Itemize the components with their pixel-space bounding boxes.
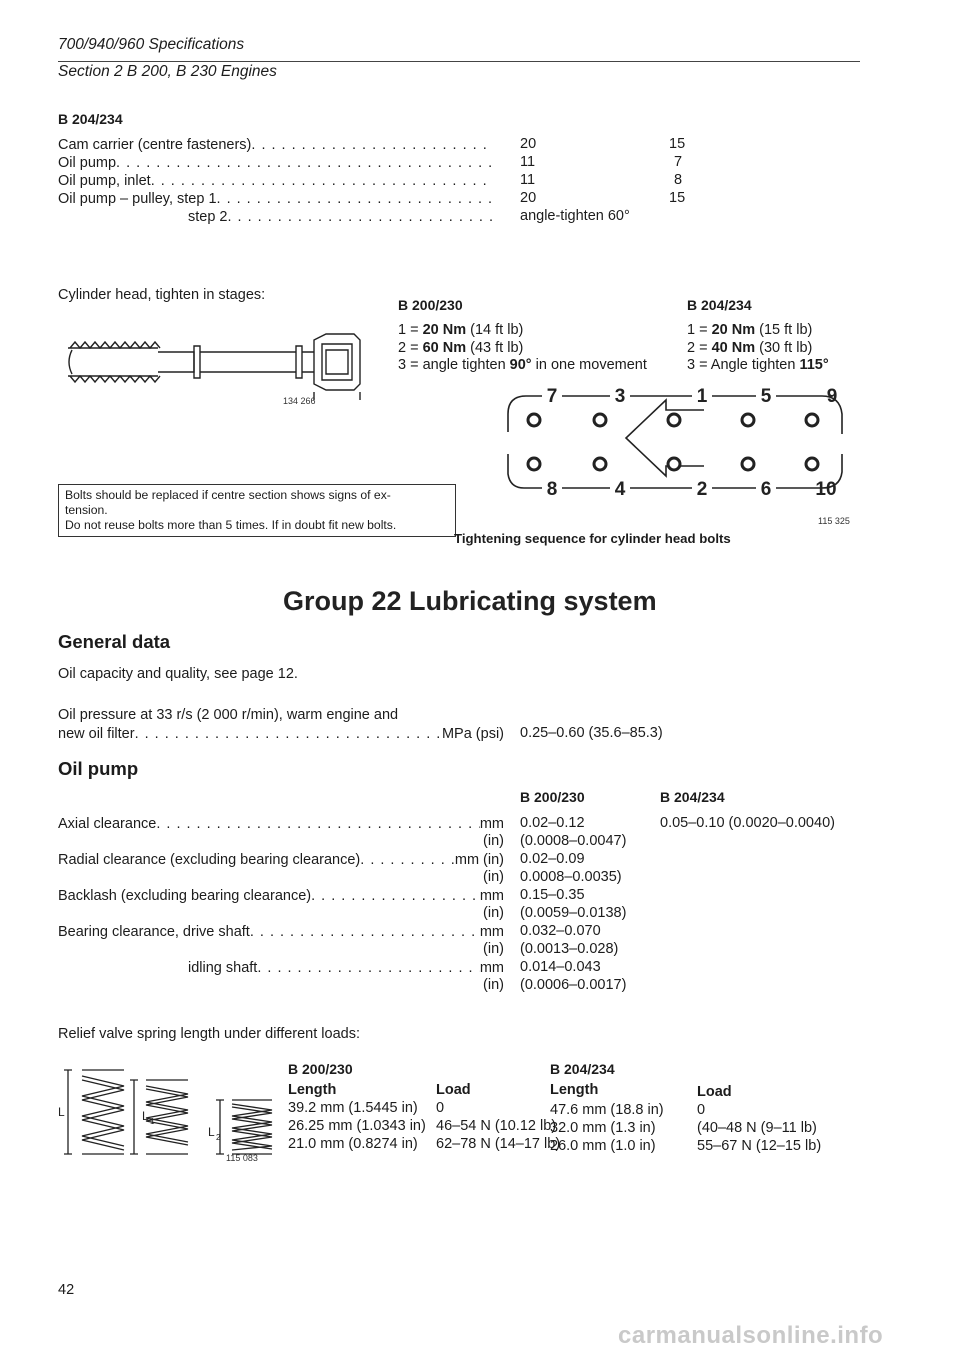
spec-unit: (in) xyxy=(483,869,504,885)
bolt-position xyxy=(742,458,754,470)
relief-b204-load: 55–67 N (12–15 lb) xyxy=(697,1138,822,1154)
oil-capacity-text: Oil capacity and quality, see page 12. xyxy=(58,666,298,682)
spec-value: 0.032–0.070 xyxy=(520,923,601,939)
bolt-position xyxy=(806,414,818,426)
torque-value-ftlb: 15 xyxy=(669,190,686,206)
relief-b204-length: 32.0 mm (1.3 in) xyxy=(550,1120,656,1136)
spring-label-l: L xyxy=(58,1105,65,1119)
spec-value-b204: 0.05–0.10 (0.0020–0.0040) xyxy=(660,815,835,831)
b200-stage-2: 2 = 60 Nm (43 ft lb) xyxy=(398,340,524,356)
spring-label-l2-sub: 2 xyxy=(216,1133,221,1142)
spec-value: (0.0059–0.0138) xyxy=(520,905,627,921)
spec-value: (0.0013–0.028) xyxy=(520,941,619,957)
seq-number: 4 xyxy=(614,479,626,500)
general-data-heading: General data xyxy=(58,631,171,652)
seq-number: 9 xyxy=(826,386,838,407)
relief-b204-heading: B 204/234 xyxy=(550,1061,615,1077)
torque-value-nm: 20 xyxy=(520,136,537,152)
spring-label-l1-sub: 1 xyxy=(150,1117,155,1126)
seq-number: 7 xyxy=(546,386,558,407)
seq-number: 10 xyxy=(815,479,837,500)
bolt-position xyxy=(668,414,680,426)
seq-number: 2 xyxy=(696,479,708,500)
torque-heading: B 204/234 xyxy=(58,111,123,127)
b200-stage-heading: B 200/230 xyxy=(398,297,463,313)
spec-value: 0.0008–0.0035) xyxy=(520,869,622,885)
b204-stage-3: 3 = Angle tighten 115° xyxy=(687,357,829,373)
running-header-title: 700/940/960 Specifications xyxy=(58,36,245,53)
relief-b200-load-header: Load xyxy=(436,1082,471,1098)
sequence-figure-ref: 115 325 xyxy=(818,516,850,526)
relief-b200-length-header: Length xyxy=(288,1082,337,1098)
relief-b204-length: 26.0 mm (1.0 in) xyxy=(550,1138,656,1154)
seq-number: 3 xyxy=(614,386,626,407)
relief-b204-length: 47.6 mm (18.8 in) xyxy=(550,1102,664,1118)
relief-b200-length: 39.2 mm (1.5445 in) xyxy=(288,1100,418,1116)
torque-value-nm: 11 xyxy=(520,154,536,170)
relief-spring-illustration xyxy=(58,1064,280,1160)
spec-unit: (in) xyxy=(483,905,504,921)
bolt-position xyxy=(668,458,680,470)
torque-value-ftlb: 15 xyxy=(669,136,686,152)
group-title: Group 22 Lubricating system xyxy=(283,586,657,616)
spring-label-l2: L xyxy=(208,1125,215,1139)
seq-number: 6 xyxy=(760,479,772,500)
spec-value: 0.02–0.12 xyxy=(520,815,585,831)
tightening-sequence-diagram xyxy=(506,382,856,502)
running-header-section: Section 2 B 200, B 230 Engines xyxy=(58,63,277,80)
spec-row: Bearing clearance, drive shaft . . . mm xyxy=(58,923,504,941)
oil-pump-col-b200: B 200/230 xyxy=(520,789,585,805)
oil-pressure-row: new oil filter . . . MPa (psi) xyxy=(58,725,504,743)
seq-number: 5 xyxy=(760,386,772,407)
b200-stage-1: 1 = 20 Nm (14 ft lb) xyxy=(398,322,524,338)
relief-b200-length: 21.0 mm (0.8274 in) xyxy=(288,1136,418,1152)
b204-stage-1: 1 = 20 Nm (15 ft lb) xyxy=(687,322,813,338)
torque-row: step 2 . . . xyxy=(188,208,492,226)
header-rule xyxy=(58,61,860,62)
spec-row: idling shaft . . . mm xyxy=(188,959,504,977)
torque-value-nm: 11 xyxy=(520,172,536,188)
relief-b200-load: 0 xyxy=(436,1100,445,1116)
note-line: Bolts should be replaced if centre section shows signs of ex- xyxy=(65,488,391,502)
oil-pump-heading: Oil pump xyxy=(58,758,139,779)
b204-stage-2: 2 = 40 Nm (30 ft lb) xyxy=(687,340,813,356)
torque-row: Oil pump . . . xyxy=(58,154,492,172)
relief-figure-ref: 115 083 xyxy=(226,1153,258,1163)
torque-value-nm: 20 xyxy=(520,190,537,206)
torque-value-ftlb: 8 xyxy=(674,172,683,188)
spec-value: 0.15–0.35 xyxy=(520,887,585,903)
note-line: tension. xyxy=(65,503,108,517)
relief-b200-load: 46–54 N (10.12 lb) xyxy=(436,1118,557,1134)
relief-b200-heading: B 200/230 xyxy=(288,1061,353,1077)
spec-row: Radial clearance (excluding bearing clearance) . . . mm (in) xyxy=(58,851,504,869)
note-line: Do not reuse bolts more than 5 times. If in doubt fit new bolts. xyxy=(65,518,397,532)
b200-stage-3: 3 = angle tighten 90° in one movement xyxy=(398,357,647,373)
relief-b204-load: 0 xyxy=(697,1102,706,1118)
cylinder-head-intro: Cylinder head, tighten in stages: xyxy=(58,287,266,303)
spec-value: (0.0006–0.0017) xyxy=(520,977,627,993)
relief-b200-length: 26.25 mm (1.0343 in) xyxy=(288,1118,426,1134)
torque-row: Oil pump, inlet . . . xyxy=(58,172,492,190)
bolt-position xyxy=(528,458,540,470)
relief-b204-length-header: Length xyxy=(550,1082,599,1098)
spec-row: Backlash (excluding bearing clearance) . . . mm xyxy=(58,887,504,905)
torque-value-nm: angle-tighten 60° xyxy=(520,208,630,224)
watermark: carmanualsonline.info xyxy=(618,1322,884,1349)
bolt-position xyxy=(806,458,818,470)
bolt-figure-ref: 134 266 xyxy=(283,396,316,406)
spec-value: 0.014–0.043 xyxy=(520,959,601,975)
spec-unit: (in) xyxy=(483,941,504,957)
torque-row: Cam carrier (centre fasteners) . . . xyxy=(58,136,492,154)
sequence-caption: Tightening sequence for cylinder head bolts xyxy=(454,531,731,546)
spec-row: Axial clearance . . . mm xyxy=(58,815,504,833)
b204-stage-heading: B 204/234 xyxy=(687,297,752,313)
spring-label-l1: L xyxy=(142,1109,149,1123)
bolt-position xyxy=(594,414,606,426)
head-bolt-illustration xyxy=(64,326,370,406)
spec-unit: (in) xyxy=(483,977,504,993)
relief-b204-load-header: Load xyxy=(697,1084,732,1100)
oil-pump-col-b204: B 204/234 xyxy=(660,789,725,805)
bolt-position xyxy=(528,414,540,426)
seq-number: 1 xyxy=(696,386,708,407)
torque-row: Oil pump – pulley, step 1 . . . xyxy=(58,190,492,208)
bolt-replacement-note xyxy=(58,484,456,537)
relief-b204-load: (40–48 N (9–11 lb) xyxy=(697,1120,817,1136)
oil-pressure-value: 0.25–0.60 (35.6–85.3) xyxy=(520,725,663,741)
page-number: 42 xyxy=(58,1282,75,1298)
spec-unit: (in) xyxy=(483,833,504,849)
bolt-position xyxy=(742,414,754,426)
seq-number: 8 xyxy=(546,479,558,500)
bolt-position xyxy=(594,458,606,470)
oil-pressure-line1: Oil pressure at 33 r/s (2 000 r/min), warm engine and xyxy=(58,707,399,723)
relief-b200-load: 62–78 N (14–17 lb) xyxy=(436,1136,561,1152)
torque-value-ftlb: 7 xyxy=(674,154,683,170)
spec-value: (0.0008–0.0047) xyxy=(520,833,627,849)
relief-valve-intro: Relief valve spring length under different loads: xyxy=(58,1026,361,1042)
spec-value: 0.02–0.09 xyxy=(520,851,585,867)
